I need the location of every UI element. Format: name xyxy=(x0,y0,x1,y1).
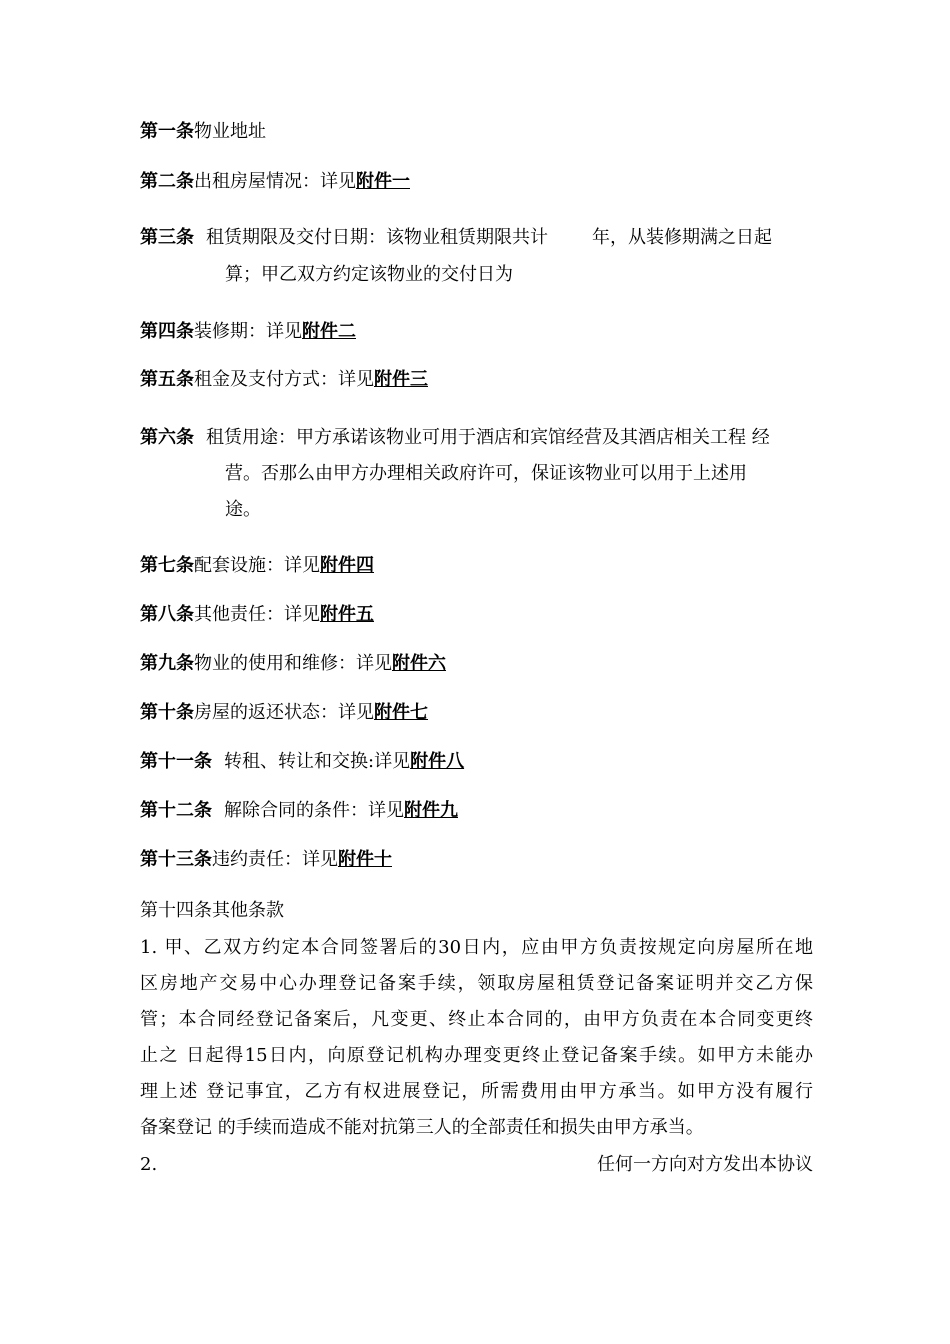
article-2 xyxy=(140,170,410,194)
article-heading: 第六条 xyxy=(140,427,194,448)
item-number: 2. xyxy=(140,1154,158,1175)
article-10 xyxy=(140,701,428,725)
article-text: 租赁用途：甲方承诺该物业可用于酒店和宾馆经营及其酒店相关工程 经 xyxy=(206,427,770,448)
appendix-link[interactable]: 附件九 xyxy=(404,800,458,821)
article-14-title: 第十四条其他条款 xyxy=(140,900,284,921)
appendix-link[interactable]: 附件一 xyxy=(356,171,410,192)
article-heading: 第十三条 xyxy=(140,849,212,870)
article-text: 出租房屋情况：详见 xyxy=(194,171,356,192)
article-text: 算；甲乙双方约定该物业的交付日为 xyxy=(225,264,513,285)
appendix-link[interactable]: 附件五 xyxy=(320,604,374,625)
article-heading: 第八条 xyxy=(140,604,194,625)
appendix-link[interactable]: 附件六 xyxy=(392,653,446,674)
appendix-link[interactable]: 附件七 xyxy=(374,702,428,723)
paragraph-line: 止之 日起得15日内，向原登记机构办理变更终止登记备案手续。如甲方未能办 xyxy=(140,1045,813,1066)
article-text: 其他责任：详见 xyxy=(194,604,320,625)
paragraph-line: 理上述 登记事宜，乙方有权进展登记，所需费用由甲方承当。如甲方没有履行 xyxy=(140,1081,813,1102)
appendix-link[interactable]: 附件二 xyxy=(302,321,356,342)
article-text: 装修期：详见 xyxy=(194,321,302,342)
article-9 xyxy=(140,652,446,676)
article-3 xyxy=(140,226,772,250)
article-text-continued: 年，从装修期满之日起 xyxy=(592,227,772,248)
article-6-continuation xyxy=(225,498,261,522)
article-heading: 第七条 xyxy=(140,555,194,576)
article-text: 途。 xyxy=(225,499,261,520)
article-text: 物业的使用和维修：详见 xyxy=(194,653,392,674)
article-11 xyxy=(140,750,464,774)
article-heading: 第五条 xyxy=(140,369,194,390)
article-text: 配套设施：详见 xyxy=(194,555,320,576)
article-6-continuation xyxy=(225,462,747,486)
article-5 xyxy=(140,368,428,392)
article-heading: 第九条 xyxy=(140,653,194,674)
article-6 xyxy=(140,426,770,450)
article-text: 物业地址 xyxy=(194,121,266,142)
article-text: 营。否那么由甲方办理相关政府许可，保证该物业可以用于上述用 xyxy=(225,463,747,484)
article-heading: 第十一条 xyxy=(140,751,212,772)
article-text: 转租、转让和交换:详见 xyxy=(224,751,411,772)
appendix-link[interactable]: 附件三 xyxy=(374,369,428,390)
article-text: 解除合同的条件：详见 xyxy=(224,800,404,821)
article-text: 租金及支付方式：详见 xyxy=(194,369,374,390)
article-13 xyxy=(140,848,392,872)
appendix-link[interactable]: 附件十 xyxy=(338,849,392,870)
paragraph-line: 1. 甲、乙双方约定本合同签署后的30日内，应由甲方负责按规定向房屋所在地 xyxy=(140,937,813,958)
paragraph-line: 区房地产交易中心办理登记备案手续，领取房屋租赁登记备案证明并交乙方保 xyxy=(140,973,813,994)
paragraph-line: 任何一方向对方发出本协议 xyxy=(597,1154,813,1175)
article-heading: 第三条 xyxy=(140,227,194,248)
article-heading: 第二条 xyxy=(140,171,194,192)
article-heading: 第四条 xyxy=(140,321,194,342)
appendix-link[interactable]: 附件八 xyxy=(410,751,465,772)
article-12 xyxy=(140,799,458,823)
article-text: 房屋的返还状态：详见 xyxy=(194,702,374,723)
article-3-continuation xyxy=(225,263,513,287)
article-4 xyxy=(140,320,356,344)
article-text: 租赁期限及交付日期：该物业租赁期限共计 xyxy=(206,227,548,248)
article-8 xyxy=(140,603,374,627)
article-heading: 第十二条 xyxy=(140,800,212,821)
article-text: 违约责任：详见 xyxy=(212,849,338,870)
article-heading: 第十条 xyxy=(140,702,194,723)
article-7 xyxy=(140,554,374,578)
article-1 xyxy=(140,120,266,144)
article-heading: 第一条 xyxy=(140,121,194,142)
paragraph-line: 管；本合同经登记备案后，凡变更、终止本合同的，由甲方负责在本合同变更终 xyxy=(140,1009,813,1030)
paragraph-line: 备案登记 的手续而造成不能对抗第三人的全部责任和损失由甲方承当。 xyxy=(140,1117,704,1138)
appendix-link[interactable]: 附件四 xyxy=(320,555,374,576)
